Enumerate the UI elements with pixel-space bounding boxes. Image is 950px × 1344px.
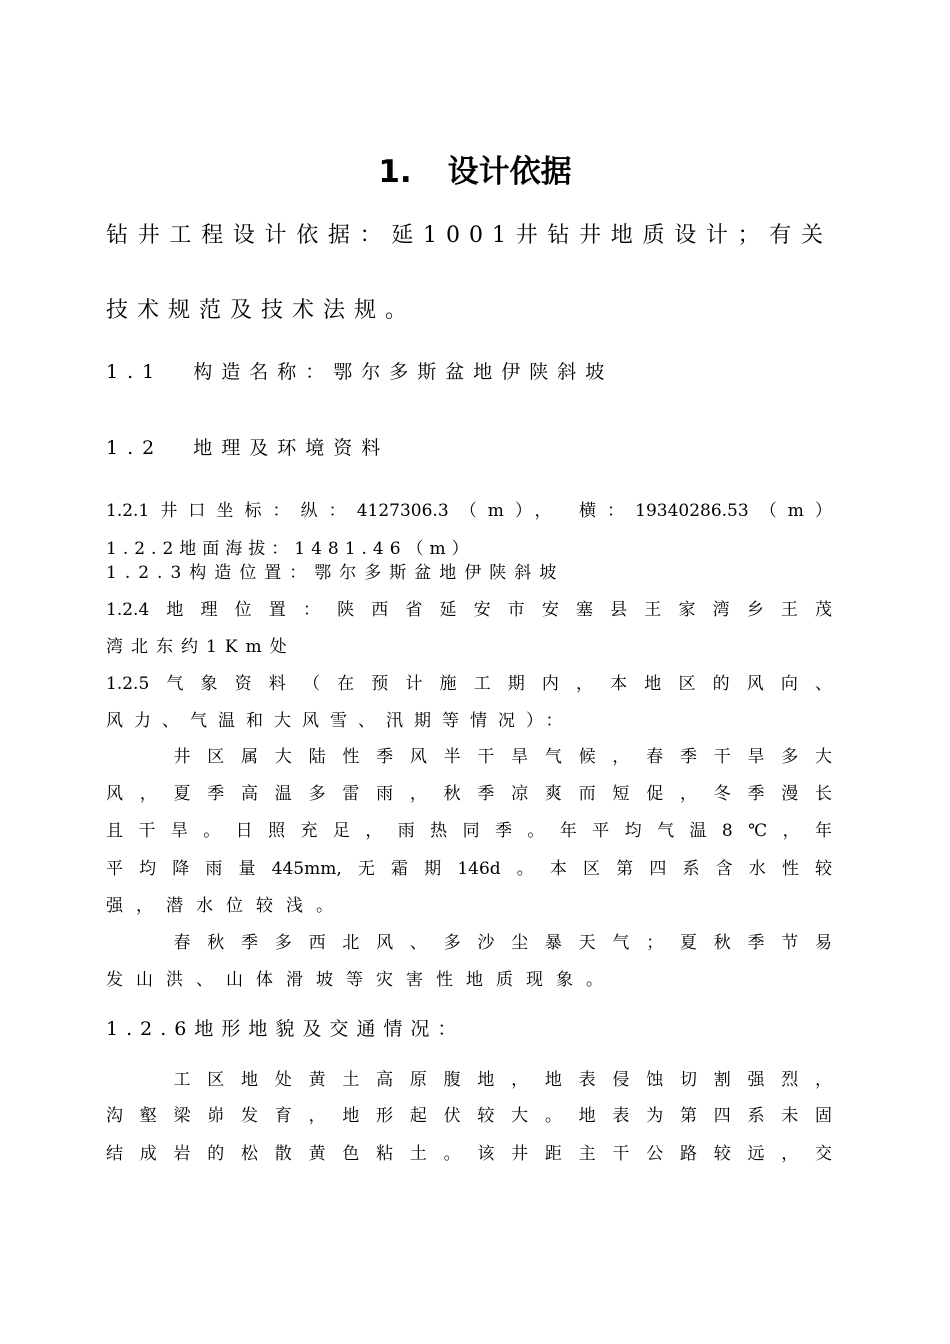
item-1-2-3-structural-position: 1.2.3构造位置：鄂尔多斯盆地伊陕斜坡: [106, 563, 565, 583]
climate-paragraph-line: 风，夏季高温多雷雨，秋季凉爽而短促，冬季漫长: [106, 784, 832, 804]
terrain-paragraph-line: 沟壑梁峁发育，地形起伏较大。地表为第四系未固: [106, 1106, 832, 1126]
item-1-2-5-climate: 1.2.5气象资料（在预计施工期内，本地区的风向、: [106, 674, 832, 694]
climate-paragraph-line: 平均降雨量445mm,无霜期146d。本区第四系含水性较: [106, 859, 832, 879]
climate-paragraph-line: 且干旱。日照充足，雨热同季。年平均气温8℃，年: [106, 821, 832, 841]
hazard-paragraph-line: 发山洪、山体滑坡等灾害性地质现象。: [106, 970, 616, 990]
heading-title: 设计依据: [447, 154, 572, 190]
section-heading: [0, 146, 950, 191]
section-1-1-text: 构造名称：鄂尔多斯盆地伊陕斜坡: [193, 361, 614, 383]
heading-number: 1.: [378, 154, 412, 190]
basis-line-1: 钻井工程设计依据：延1001井钻井地质设计；有关: [106, 223, 832, 248]
item-1-2-6-terrain-transport: 1.2.6地形地貌及交通情况：: [106, 1018, 465, 1040]
section-1-1-number: 1.1: [106, 361, 164, 383]
item-1-2-2-elevation: 1.2.2地面海拔：1481.46（m）: [106, 539, 475, 559]
basis-line-2: 技术规范及技术法规。: [106, 298, 417, 323]
terrain-paragraph-line: 工区地处黄土高原腹地，地表侵蚀切割强烈，: [106, 1070, 832, 1090]
hazard-paragraph-line: 春秋季多西北风、多沙尘暴天气；夏秋季节易: [106, 933, 832, 953]
item-1-2-4-continued: 湾北东约1Km处: [106, 637, 295, 657]
section-1-2: [106, 433, 832, 460]
item-1-2-1-coordinates: 1.2.1井口坐标：纵：4127306.3（m）， 横：19340286.53（m）: [106, 501, 832, 521]
section-1-2-text: 地理及环境资料: [193, 437, 390, 459]
climate-paragraph-line: 强，潜水位较浅。: [106, 896, 346, 916]
climate-paragraph-line: 井区属大陆性季风半干旱气候，春季干旱多大: [106, 747, 832, 767]
section-1-2-number: 1.2: [106, 437, 164, 459]
item-1-2-4-geographic-position: 1.2.4地理位置：陕西省延安市安塞县王家湾乡王茂: [106, 600, 832, 620]
item-1-2-5-continued: 风力、气温和大风雪、汛期等情况）：: [106, 711, 574, 731]
section-1-1: [106, 357, 832, 384]
terrain-paragraph-line: 结成岩的松散黄色粘土。该井距主干公路较远，交: [106, 1144, 832, 1164]
